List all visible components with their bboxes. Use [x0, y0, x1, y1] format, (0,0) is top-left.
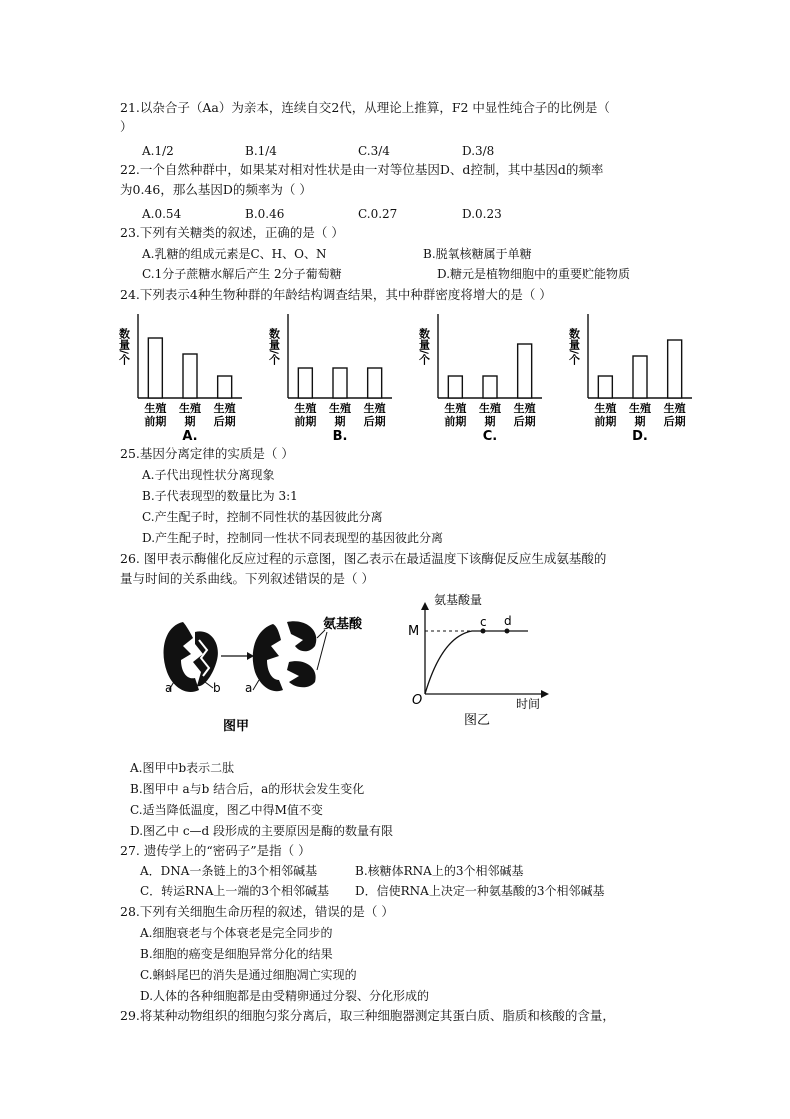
q21-option-d: D.3/8: [462, 144, 495, 158]
age-structure-chart-b: [260, 308, 410, 448]
chart-b-bar-1: [298, 368, 312, 398]
chart-d-title: D.: [632, 429, 648, 444]
q25-option-b: B.子代表现型的数量比为 3:1: [142, 489, 298, 503]
q23-option-b: B.脱氧核糖属于单糖: [423, 247, 532, 261]
chart-b-bar-2: [333, 368, 347, 398]
chart-a-xtick-1: 生殖前期: [144, 402, 167, 428]
q21-stem-line1: 21.以杂合子（Aa）为亲本，连续自交2代，从理论上推算，F2 中显性纯合子的比例是（: [120, 100, 610, 115]
q26-option-b: B.图甲中 a与b 结合后，a的形状会发生变化: [130, 782, 365, 796]
q28-option-d: D.人体的各种细胞都是由受精卵通过分裂、分化形成的: [140, 989, 430, 1003]
q25-option-c: C.产生配子时，控制不同性状的基因彼此分离: [142, 510, 383, 524]
chart-c-bar-2: [483, 376, 497, 398]
graph-m-label: M: [408, 624, 420, 639]
graph-curve: [425, 631, 528, 694]
chart-b-bar-3: [368, 368, 382, 398]
chart-c-xtick-2: 生殖期: [479, 402, 501, 428]
q26-stem-line2: 量与时间的关系曲线。下列叙述错误的是（ ）: [120, 571, 374, 586]
amino-acid-product-lower: [287, 661, 316, 687]
chart-c-bar-1: [448, 376, 462, 398]
q22-stem-line1: 22.一个自然种群中，如果某对相对性状是由一对等位基因D、d控制，其中基因d的频率: [120, 162, 604, 177]
chart-d-xtick-1: 生殖前期: [594, 402, 617, 428]
graph-ylabel: 氨基酸量: [434, 593, 483, 607]
q29-stem: 29.将某种动物组织的细胞匀浆分离后，取三种细胞器测定其蛋白质、脂质和核酸的含量，: [120, 1008, 615, 1023]
chart-d-xtick-2: 生殖期: [629, 402, 651, 428]
q22-option-d: D.0.23: [462, 207, 502, 221]
chart-a-xtick-3: 生殖后期: [213, 402, 236, 428]
q23-stem: 23.下列有关糖类的叙述，正确的是（ ）: [120, 225, 344, 240]
q28-option-b: B.细胞的癌变是细胞异常分化的结果: [140, 947, 333, 961]
chart-b-xtick-1: 生殖前期: [294, 402, 317, 428]
q25-stem: 25.基因分离定律的实质是（ ）: [120, 446, 294, 461]
chart-a-bar-1: [148, 338, 162, 398]
amino-acid-product-upper: [287, 621, 316, 651]
q27-option-c: C．转运RNA上一端的3个相邻碱基: [140, 884, 330, 898]
chart-a-bar-2: [183, 354, 197, 398]
chart-d-bar-2: [633, 356, 647, 398]
age-structure-chart-a: [110, 308, 260, 448]
q27-stem: 27. 遗传学上的“密码子”是指（ ）: [120, 843, 311, 858]
chart-a-bar-3: [218, 376, 232, 398]
q27-option-d: D．信使RNA上决定一种氨基酸的3个相邻碱基: [355, 884, 605, 898]
chart-c-bar-3: [518, 344, 532, 398]
q22-option-c: C.0.27: [358, 207, 398, 221]
chart-a-title: A.: [182, 429, 198, 444]
chart-c-ylabel: 数量/个: [417, 328, 431, 366]
point-c: [481, 629, 486, 634]
age-structure-chart-d: [560, 308, 710, 448]
q27-option-a: A．DNA一条链上的3个相邻碱基: [140, 864, 318, 878]
q27-option-b: B.核糖体RNA上的3个相邻碱基: [355, 864, 524, 878]
chart-d-ylabel: 数量/个: [567, 328, 581, 366]
chart-a-ylabel: 数量/个: [117, 328, 131, 366]
q26-option-c: C.适当降低温度，图乙中得M值不变: [130, 803, 323, 817]
graph-xlabel: 时间: [516, 697, 541, 711]
enzyme-a-right: [253, 624, 283, 691]
q23-option-d: D.糖元是植物细胞中的重要贮能物质: [437, 267, 631, 281]
label-a-left: a: [165, 681, 173, 695]
q21-option-a: A.1/2: [142, 144, 174, 158]
chart-c-xtick-3: 生殖后期: [513, 402, 536, 428]
point-d: [505, 629, 510, 634]
q25-option-a: A.子代出现性状分离现象: [142, 468, 275, 482]
substrate-b: [193, 631, 218, 686]
q21-option-b: B.1/4: [245, 144, 277, 158]
q28-option-c: C.蝌蚪尾巴的消失是通过细胞凋亡实现的: [140, 968, 357, 982]
q23-option-c: C.1分子蔗糖水解后产生 2分子葡萄糖: [142, 267, 342, 281]
chart-c-title: C.: [482, 429, 498, 444]
chart-d-xtick-3: 生殖后期: [663, 402, 686, 428]
q21-option-c: C.3/4: [358, 144, 390, 158]
chart-b-xtick-2: 生殖期: [329, 402, 351, 428]
figure-b-caption: 图乙: [464, 713, 491, 728]
chart-a-xtick-2: 生殖期: [179, 402, 201, 428]
q22-option-a: A.0.54: [142, 207, 182, 221]
q26-option-d: D.图乙中 c—d 段形成的主要原因是酶的数量有限: [130, 824, 394, 838]
q21-stem-line2: ）: [120, 119, 133, 134]
enzyme-diagram: [155, 610, 370, 740]
chart-c-xtick-1: 生殖前期: [444, 402, 467, 428]
age-structure-chart-c: [410, 308, 560, 448]
point-d-label: d: [504, 614, 512, 628]
label-a-right: a: [245, 681, 253, 695]
q22-option-b: B.0.46: [245, 207, 285, 221]
amino-acid-label: 氨基酸: [323, 617, 363, 632]
q23-option-a: A.乳糖的组成元素是C、H、O、N: [142, 247, 327, 261]
chart-d-bar-1: [598, 376, 612, 398]
amino-acid-time-graph: [400, 590, 560, 732]
graph-origin-label: O: [412, 693, 423, 708]
chart-b-title: B.: [332, 429, 348, 444]
figure-a-caption: 图甲: [223, 719, 250, 734]
chart-b-xtick-3: 生殖后期: [363, 402, 386, 428]
q26-stem-line1: 26. 图甲表示酶催化反应过程的示意图，图乙表示在最适温度下该酶促反应生成氨基酸的: [120, 551, 607, 566]
label-b: b: [213, 681, 221, 695]
chart-d-bar-3: [668, 340, 682, 398]
q25-option-d: D.产生配子时，控制同一性状不同表现型的基因彼此分离: [142, 531, 444, 545]
q28-stem: 28.下列有关细胞生命历程的叙述，错误的是（ ）: [120, 904, 394, 919]
q22-stem-line2: 为0.46，那么基因D的频率为（ ）: [120, 182, 312, 197]
point-c-label: c: [480, 615, 487, 629]
chart-b-ylabel: 数量/个: [267, 328, 281, 366]
q24-stem: 24.下列表示4种生物种群的年龄结构调查结果，其中种群密度将增大的是（ ）: [120, 287, 552, 302]
q26-option-a: A.图甲中b表示二肽: [130, 761, 235, 775]
q28-option-a: A.细胞衰老与个体衰老是完全同步的: [140, 926, 333, 940]
